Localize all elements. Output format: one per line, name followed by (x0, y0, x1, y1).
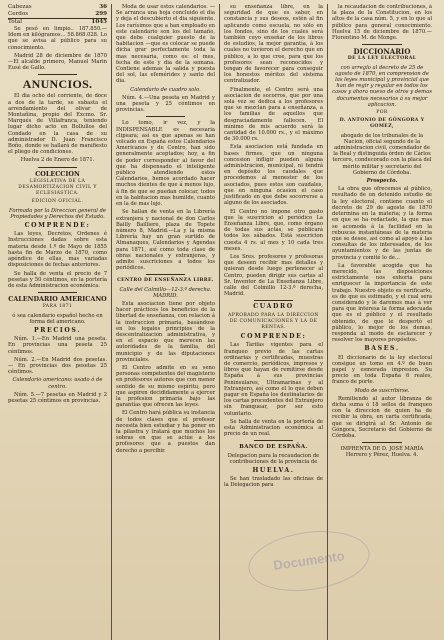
modo-heading: Modo de suscribirse. (354, 387, 410, 394)
banco-subheading: Delegacion para la recaudacion de contribuciones de la provincia de (227, 452, 320, 465)
calendario-heading: CALENDARIO AMERICANO (8, 295, 107, 304)
columns (4, 4, 440, 640)
paragraph: Núm. 1.—En Madrid una peseta. En provincias una peseta 25 céntimos. (8, 336, 107, 355)
paragraph: su enseñanza libre, en la seguridad de que es saber, en constancia y sus deseos, estén al fin aplicando como escuela, no sólo en los fondos, sino de los cuales será también cuyo enseñar de los libros de estudios, la mejor garantía, á los cuales no tuvieron el derecho que en público, a lo que cree, para que los profesores sean reconocidos y tengan de favorecer para conseguir los honestos méritos del sistema centralizador. (224, 4, 323, 85)
precios-heading: PRECIOS. (34, 326, 81, 334)
anuncios-heading: ANUNCIOS. (22, 77, 93, 92)
banco-heading: BANCO DE ESPAÑA. (239, 444, 308, 451)
por-label: POR (376, 110, 388, 116)
divider (254, 300, 293, 301)
divider (254, 440, 293, 441)
paragraph: Lo tomo, ir vez, y la INDISPENSABLE es necesaria clipsara; así es que apenas se han volcado en España estos Calendarios Americanos y de Centro, han sido generalmente aceptados; hoy, a fin de poder corresponder al favor del que ha dispensado el inteligente público atendiendo estos Calendarios, hemos acordado hacer muchos dientes de que á menos lujo, á fin de que se puedan colocar, todos en la habitacion mas humilde, cuanto en la de mas lujo. (116, 120, 215, 208)
paragraph: Núm. 5.—7 pesetas en Madrid y 2 pesetas 25 céntimos en provincias. (8, 391, 107, 404)
paragraph: Se hallan de venta en la Librería extranjera y nacional de don Carlos Bailly Bailliere, plaza de Topete número 8, Madrid.—La y la misma Librería hay un gran surtido de Almanaques, Calendarios y Agendas para 1871, así como toda clase de obras nacionales y extranjeras, y admite suscriciones a todos los periódicos. (116, 209, 215, 272)
paragraph: con arreglo al decreto de 25 de agosto de 1870, en comprension de las leyes municipal y provincial que han de regir y regular en todos los casos y ahora nuevo de otros y demas documentos necesarios á su mejor aplicacion. (332, 64, 432, 108)
edicion-oficial: EDICION OFICIAL. (31, 199, 84, 205)
divider (362, 442, 402, 443)
column-1 (4, 4, 112, 640)
cuadro-heading: CUADRO (253, 303, 294, 311)
paragraph: la recaudacion de contribuciones, á la plaza de la Constitucion, en los altos de la casa núm. 5, y en lo que al público para general conocimiento. Huelva 15 de diciembre de 1870.—Florentino M. de Monge. (332, 4, 432, 42)
paragraph: Núm. 4.—Una peseta en Madrid y una peseta y 25 céntimos en provincias. (116, 94, 215, 114)
paragraph: El dia ocho del corriente, de doce a dos de la tarde, se subasta el arrendamiento del olivar de Montañina, propio del Excmo. Sr. Marqués de Villafranca, teniendo lugar dicho acto en Bollullos del Condado en la casa de su administrador D. Juan Francisco Boño, donde se hallará de manifiesto el pliego de condiciones. (8, 93, 107, 156)
paragraph: Las leyes, Decretos, Ordenes é Instrucciones dadas sobre esta materia desde 1.º de Mayo de 1855 hasta fin de Marzo de 1870, como apéndice de ellas, mas variadas disposiciones de fechas anteriores. (8, 231, 107, 269)
column-2 (112, 4, 220, 640)
paragraph: Huelva 2 de Enero de 1871. (20, 157, 95, 164)
paragraph: abogado de los tribunales de la Nacion, oficial segundo de la administracion civil, comendador de la Real y distinguida órden de Cárlos tercero, condecorado con la placa del mérito militar y secretario del Gobierno de Córdoba. (332, 132, 432, 176)
paragraph: Esta asociacion está fundada en bases firmes, que un ninguna concesion infligir pueden alguna administracion, municipal, ni tendrá en depósito los caudales que procedemos al menester de los asociados, pues estos son caudales, que en ninguna ocasion el caso justificado en que debe socorrerse a alguno de los asociados. (224, 144, 323, 207)
livestock-ledger (8, 4, 107, 26)
paragraph: La obra que ofrecemos al público, resultado de un detenido estudio de la ley electoral, contiene cuanto el decreto de 29 de agosto de 1870 determina en la materia; y la forma en que se ha redactado, la que mas se acomoda á la facilidad en la rebuscas instantáneas de la materia que se desee, así como al apoyo á las consultas de los interesados, de los ayuntamientos y de las juntas de provincia y comité lo de... (332, 186, 432, 261)
divider (38, 292, 77, 293)
ledger-value: 1045 (91, 19, 107, 25)
paragraph: Remitiendo al autor libranza de dicha suma ó 18 sellos de franqueo con la direccion de quien ha de recibir la obra, en carta certificada, que se dirigirá al Sr. Antonio de Góngora, Secretario del Gobierno de Córdoba. (332, 395, 432, 439)
paragraph: Formada por la Direccion general de Propiedades y Derechos del Estado. (9, 207, 106, 220)
divider (38, 74, 77, 75)
paragraph: Finalmente, el Centro será una asociacion de socorros, que por una sola vez se dedica a los profesores que se mezclan para a enseñanza, a los familias de aquellos que desgraciadamente fallecen. El mínimo de mis acuerdo será la cantidad de 10.000 rs., y el máximo de 30.000 rs. (224, 86, 323, 143)
paragraph: El Centro no impone otro gasto que la suscricion al periódico La Enseñanza Libre, que, como órgano de todas sus actas, se publicará todos los sábados. Está suscricion cuesta 4 rs. al mes y 10 cada tres meses. (224, 208, 323, 252)
ledger-label: Total (8, 19, 23, 25)
paragraph: El diccionario de la ley electoral consigue un tomo en 4.º de buen papel y esmerada impresion. Su precio en toda España 6 reales, franco de porte. (332, 354, 432, 386)
ledger-label: Cabezas (8, 4, 32, 10)
banco-city: HUELVA. (252, 467, 295, 475)
paragraph: ó sea calendario español hecho en forma del americano. (12, 312, 103, 325)
ledger-row (8, 11, 107, 18)
paragraph: Se halla de venta en la portería de esta Administracion económica al precio de un real. (224, 418, 323, 438)
divider (38, 167, 77, 168)
ledger-row (8, 4, 107, 11)
paragraph: La favorable acogida que ha merecido, las disposiciones estrictamente nos exhorta para enriquecer la importancia de este trabajo. Nuestro objeto es verificarlo, es de que es estimado, y el cual sera considerado y le daremos mas á ver para que interesa la forma adecuada que es el público y el resultado obtenido, de que le despertó el público, lo mejor de los demas, responda al modo de esclarecer y resolver los mayores propósitos. (332, 262, 432, 344)
column-3 (220, 4, 328, 640)
ledger-label: Cerdos (8, 11, 29, 17)
paragraph: El Centro hará pública su instancia de todos clases que el profesor necesita bien estudiar y ha poner en la pilastra y tratará que muchos los sobras en que se actúe a los profesores que a puestos dan derecho a percibir. (116, 410, 215, 454)
paragraph: Se pesó en limpio.. 187.850.— Idem en kilógramos... 58.868.028. Lo que se avisa al público para su conocimiento. (8, 26, 107, 51)
centro-address: Calle del Colmillo—12-3.º derecha. MADRID. (119, 286, 212, 299)
comprende-heading: COMPRENDE: (240, 333, 307, 341)
prospecto-heading: Prospecto. (366, 178, 398, 185)
paragraph: Esta asociacion tiene por objeto hacer prácticos los beneficios de la libertad de enseñanza, con relacion á la instruccion primaria, basándose en los legales principios de la descentralizacion administrativa, y en el espacio que merecen las autoridades de la familia, del municipio y de las diputaciones provinciales. (116, 300, 215, 363)
imprenta-credit: IMPRENTA DE D. JOSÉ MARÍA Herrero y Pérez, Huelva. 4. (340, 446, 424, 459)
divider (146, 116, 185, 117)
diccionario-heading: DICCIONARIO (353, 47, 411, 57)
calendario-year: PARA 1871 (42, 304, 73, 310)
paragraph: El Centro admite en su seno personas competentes del magisterio en profesores autores que con menor sentido de su mismo espíritu, pero que aspiren decididamente a ejercer la profesion primaria bajo las garantías que ofrecen las leyes. (116, 364, 215, 409)
coleccion-subheading: LEGISLATIVA DE LA DESAMORTIZACION CIVIL Y ECLESIÁSTICA. (18, 178, 97, 197)
paragraph: Se halla de venta el precio de 7 pesetas y 50 céntimos, en la portería de esta Administracion económica. (8, 270, 107, 289)
ledger-row-total (8, 18, 107, 26)
cuadro-subheading: APROBADO PARA LA DIRECCION DE COMUNICACIONES Y LA DE RENTAS. (228, 312, 319, 330)
divider (362, 44, 402, 45)
column-4 (328, 4, 436, 640)
divider (146, 274, 185, 275)
paragraph: Calendario americano: usado ó de centro. (12, 377, 103, 390)
paragraph: Núm. 2.—En Madrid dos pesetas.— En provincias dos pesetas 25 céntimos. (8, 356, 107, 376)
bases-heading: BASES. (364, 345, 400, 353)
coleccion-heading: COLECCION (35, 169, 80, 178)
paragraph: Las Tarifas vigentes para el franqueo previo de las cartas ordinarias y certificadas, muestras de comercio, periódicos, impresos y libros que hayan de remitirse desde España á sus provincias Peninsulares, Ultramarinas y al Extranjero, así como el lo que deben pagar en España los destinatarios de los cartas procedentes del Extranjero sin franquear, por ser esto voluntario. (224, 342, 323, 417)
calendario-cuadro-heading: Calendario de cuadro solo. (130, 86, 201, 93)
ledger-value: 299 (95, 11, 107, 17)
paragraph: Moda de usar estos calendarios. — Se arranca una hoja concluido el dia y deja el descubierto el dia siguiente. Los rarísimos que a han empleado en este calendario son los del tamaño, que debe cualquier puesto de la habitacion —que es colocar se puede dicha grar perfectamente toda la mas necesaria, como es: el mes, fecha de este y dia de la semana. Contiene ademas la salida y puesta del sol, las efemérides y santo del dia. (116, 4, 215, 85)
ledger-value: 36 (99, 4, 107, 10)
paragraph: Madrid 28 de diciembre de 1870 —El alcalde primero, Manuel Marin Eusé de Gallo. (8, 52, 107, 72)
comprende-heading: COMPRENDE: (24, 222, 91, 230)
diccionario-subheading: DE LA LEY ELECTORAL (347, 56, 417, 62)
watermark-stamp: Documento (245, 524, 374, 598)
centro-heading: CENTRO DE ENSEÑANZA LIBRE. (117, 278, 214, 284)
author-name: D. ANTONIO DE GÓNGORA Y GOMEZ, (339, 118, 425, 130)
paragraph: Los Sres. profesores y profesoras que deseen recibir mas detalles y quieran desde luego pertenecer al Centro, pueden dirigir sus cartas al Sr. Inventor de La Enseñanza Libre, calle del Colmillo 12-3.º derecha, Madrid. (224, 253, 323, 298)
paragraph: Se han trasladado las oficinas de la Delegacion para (224, 476, 323, 489)
